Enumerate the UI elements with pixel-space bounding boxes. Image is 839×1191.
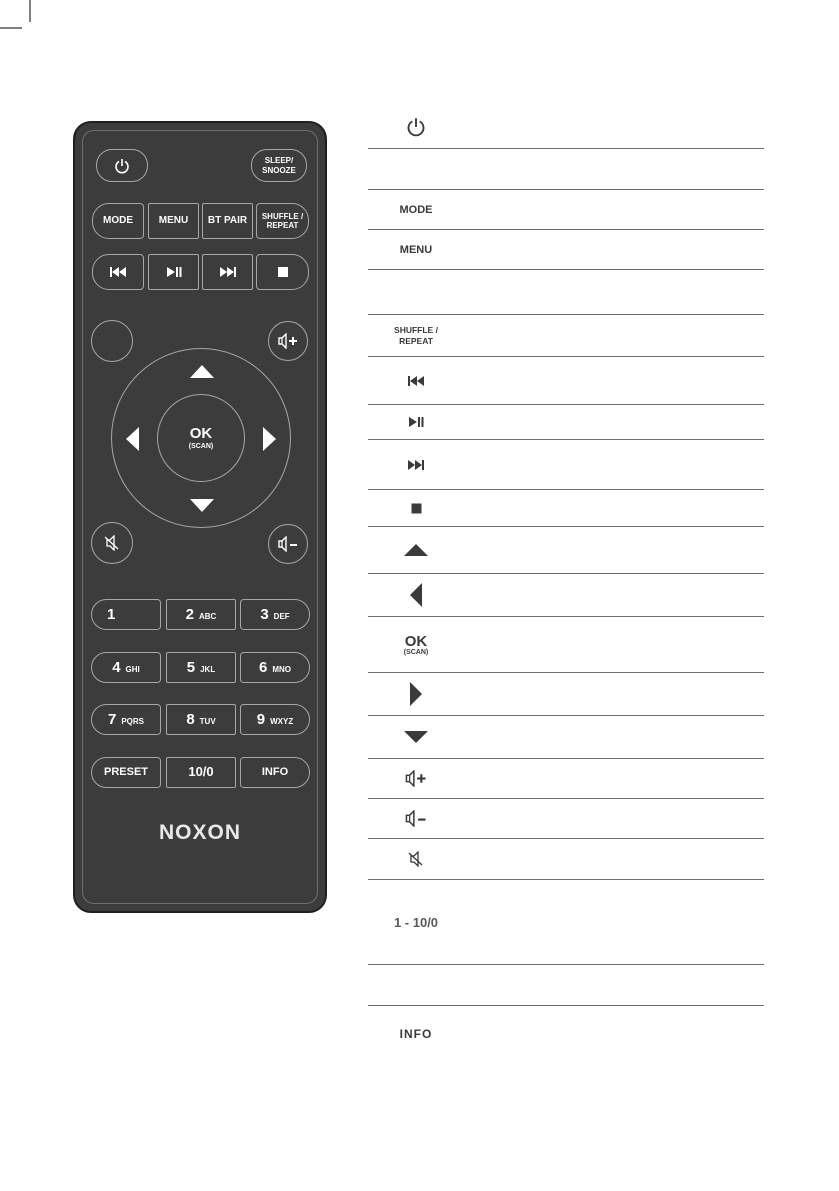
volume-down-icon: [277, 536, 299, 552]
volume-up-button[interactable]: [268, 321, 308, 361]
key-number: 6: [258, 658, 268, 676]
left-arrow-icon[interactable]: [125, 426, 140, 452]
legend-symbol: [390, 527, 442, 573]
legend-repeat-label: REPEAT: [399, 335, 433, 346]
brand-logo: NOXON: [158, 821, 241, 844]
legend-row-down: [368, 716, 764, 759]
legend-row-next: [368, 440, 764, 490]
key-number: 8: [186, 710, 195, 728]
volume-down-icon: [404, 810, 428, 827]
key-letters: TUV: [199, 716, 216, 726]
key-letters: ABC: [199, 611, 217, 621]
mode-button[interactable]: MODE: [92, 203, 144, 239]
button-legend: [368, 105, 764, 1062]
preset-button[interactable]: PRESET: [91, 757, 161, 788]
legend-symbol: [388, 880, 444, 964]
legend-row-right: [368, 673, 764, 716]
legend-row-preset: [368, 965, 764, 1006]
mute-icon: [104, 535, 120, 551]
next-icon: [407, 459, 425, 471]
legend-symbol: [390, 230, 442, 269]
key-letters: MNO: [272, 664, 291, 674]
legend-row-volume-up: [368, 759, 764, 799]
legend-row-up: [368, 527, 764, 574]
legend-symbol: [390, 839, 442, 879]
legend-range-label: 1 - 10/0: [393, 914, 439, 930]
legend-symbol: [390, 405, 442, 439]
ok-scan-button[interactable]: [157, 394, 245, 482]
legend-symbol: [390, 1006, 442, 1062]
power-icon: [406, 117, 426, 137]
key-number: 4: [112, 658, 121, 676]
scan-label: (SCAN): [188, 443, 214, 450]
down-arrow-icon[interactable]: [189, 498, 215, 513]
play-pause-button[interactable]: [148, 254, 199, 290]
key-letters: WXYZ: [270, 716, 294, 726]
up-arrow-icon[interactable]: [189, 364, 215, 379]
sleep-snooze-button[interactable]: SLEEP/ SNOOZE: [251, 149, 307, 182]
info-button[interactable]: INFO: [240, 757, 310, 788]
legend-row-left: [368, 574, 764, 617]
legend-symbol: [390, 315, 442, 356]
key-letters: PQRS: [121, 716, 144, 726]
stop-icon: [277, 266, 289, 278]
right-arrow-icon: [409, 681, 423, 707]
legend-symbol: [390, 190, 442, 229]
legend-row-bt-pair: [368, 270, 764, 315]
play-pause-icon: [166, 266, 182, 278]
key-letters: GHI: [125, 664, 140, 674]
menu-button[interactable]: MENU: [148, 203, 199, 239]
legend-row-sleep: [368, 149, 764, 190]
legend-row-play-pause: [368, 405, 764, 440]
key-2[interactable]: [166, 599, 236, 630]
key-1[interactable]: [91, 599, 161, 630]
key-letters: JKL: [200, 664, 216, 674]
key-number: 2: [185, 605, 194, 623]
mute-button[interactable]: [91, 522, 133, 564]
legend-symbol: [390, 440, 442, 489]
key-5[interactable]: [166, 652, 236, 683]
prev-icon: [407, 375, 425, 387]
volume-up-icon: [277, 333, 299, 349]
key-8[interactable]: [166, 704, 236, 735]
play-pause-icon: [408, 416, 424, 428]
legend-symbol: [390, 357, 442, 404]
down-arrow-icon: [403, 730, 429, 744]
bt-pair-button[interactable]: BT PAIR: [202, 203, 253, 239]
legend-symbol: [390, 759, 442, 798]
key-number: 5: [186, 658, 196, 676]
key-number: 1: [107, 605, 116, 623]
right-arrow-icon[interactable]: [262, 426, 277, 452]
legend-row-shuffle: [368, 315, 764, 357]
next-icon: [219, 266, 237, 278]
legend-row-mode: [368, 190, 764, 230]
stop-button[interactable]: [256, 254, 309, 290]
next-button[interactable]: [202, 254, 253, 290]
legend-symbol: [390, 799, 442, 838]
legend-row-number-keys: [368, 880, 764, 965]
key-9[interactable]: [240, 704, 310, 735]
volume-up-icon: [404, 770, 428, 787]
legend-symbol: [390, 105, 442, 148]
blank-round-button[interactable]: [91, 320, 133, 362]
key-7[interactable]: [91, 704, 161, 735]
legend-scan-label: (SCAN): [403, 648, 429, 656]
legend-row-info: [368, 1006, 764, 1062]
legend-row-power: [368, 105, 764, 149]
volume-down-button[interactable]: [268, 524, 308, 564]
shuffle-repeat-button[interactable]: SHUFFLE / REPEAT: [256, 203, 309, 239]
ok-label: OK: [189, 425, 213, 442]
legend-row-previous: [368, 357, 764, 405]
up-arrow-icon: [403, 543, 429, 557]
remote-control: [73, 121, 327, 913]
legend-row-menu: [368, 230, 764, 270]
legend-ok-label: OK: [404, 632, 428, 650]
power-button[interactable]: [96, 149, 148, 182]
key-6[interactable]: [240, 652, 310, 683]
mute-icon: [408, 851, 424, 867]
key-number: 3: [260, 605, 269, 623]
key-4[interactable]: [91, 652, 161, 683]
stop-icon: [411, 503, 422, 514]
legend-symbol: [390, 574, 442, 616]
power-icon: [114, 158, 130, 174]
crop-mark: [0, 0, 40, 30]
prev-icon: [109, 266, 127, 278]
key-10-0[interactable]: 10/0: [166, 757, 236, 788]
legend-symbol: [390, 490, 442, 526]
legend-symbol: [390, 673, 442, 715]
key-letters: DEF: [273, 611, 290, 621]
key-3[interactable]: [240, 599, 310, 630]
legend-info-label: INFO: [399, 1027, 433, 1041]
legend-shuffle-label: SHUFFLE /: [394, 324, 438, 335]
left-arrow-icon: [409, 582, 423, 608]
legend-menu-label: MENU: [399, 243, 433, 256]
key-number: 7: [107, 710, 117, 728]
legend-row-volume-down: [368, 799, 764, 839]
legend-symbol: [390, 716, 442, 758]
legend-row-stop: [368, 490, 764, 527]
legend-mode-label: MODE: [399, 203, 433, 216]
previous-button[interactable]: [92, 254, 144, 290]
legend-row-ok: [368, 617, 764, 673]
key-number: 9: [256, 710, 266, 728]
legend-row-mute: [368, 839, 764, 880]
legend-symbol: [390, 617, 442, 672]
